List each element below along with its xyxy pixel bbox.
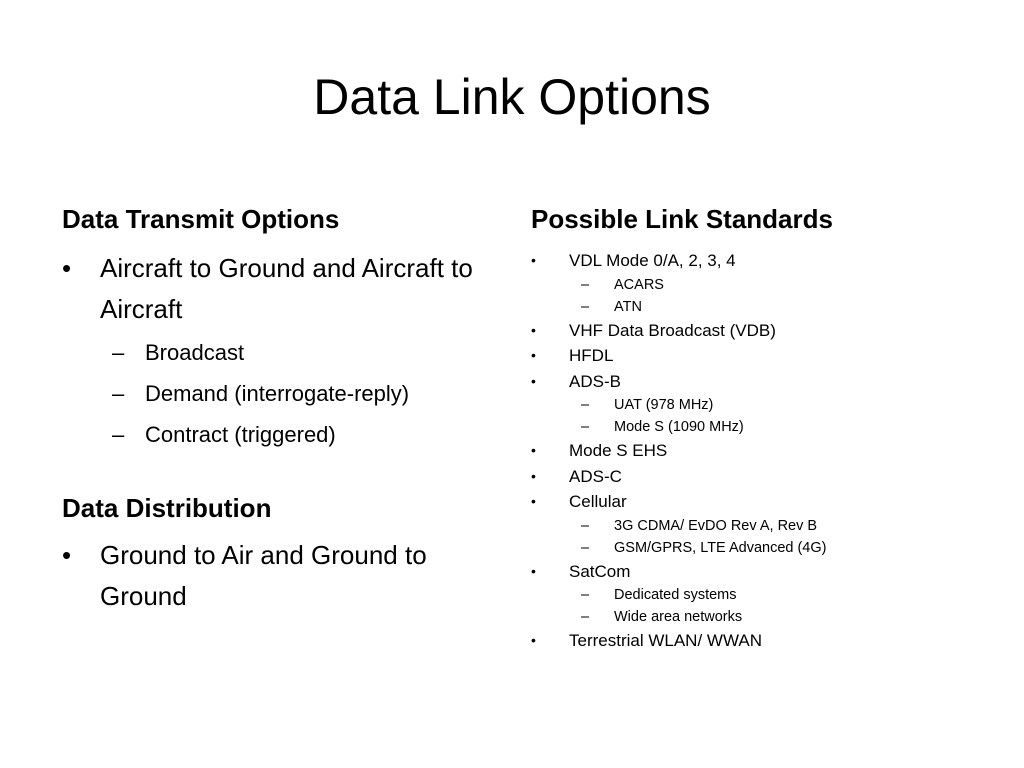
sublist-item: [569, 416, 971, 438]
list-item: [62, 248, 482, 455]
bullet-icon: •: [531, 252, 536, 268]
list-item: [531, 369, 971, 439]
transmit-options-heading: Data Transmit Options: [62, 204, 340, 234]
sublist-item-text: Mode S (1090 MHz): [614, 419, 744, 435]
sublist-item: [100, 414, 482, 455]
sublist-item-text: GSM/GPRS, LTE Advanced (4G): [614, 539, 827, 556]
sublist: [569, 515, 971, 559]
dash-icon: –: [581, 609, 590, 625]
transmit-options-sublist: [100, 332, 482, 455]
sublist-item-text: Dedicated systems: [614, 587, 737, 603]
list-item: [531, 489, 971, 559]
dash-icon: –: [581, 419, 590, 435]
list-item: [531, 318, 971, 344]
right-column: [531, 200, 971, 654]
bullet-icon: •: [531, 321, 536, 338]
list-item-text: Aircraft to Ground and Aircraft to Aircraft: [100, 253, 473, 324]
sublist-item: [569, 515, 971, 537]
list-item: [531, 343, 971, 369]
sublist-item-text: ACARS: [614, 276, 664, 293]
link-standards-list: [531, 248, 971, 654]
list-item-text: VHF Data Broadcast (VDB): [569, 320, 776, 340]
list-item: [531, 628, 971, 654]
list-item-text: VDL Mode 0/A, 2, 3, 4: [569, 251, 736, 270]
list-item: [531, 248, 971, 318]
list-item-text: ADS-B: [569, 371, 621, 391]
sublist-item-text: UAT (978 MHz): [614, 397, 714, 413]
sublist-item-text: Demand (interrogate-reply): [145, 381, 410, 406]
bullet-icon: •: [62, 540, 72, 570]
sublist-item: [100, 373, 482, 414]
sublist: [569, 274, 971, 318]
list-item: [531, 438, 971, 464]
sublist-item-text: 3G CDMA/ EvDO Rev A, Rev B: [614, 517, 818, 534]
sublist: [569, 584, 971, 628]
dash-icon: –: [581, 517, 590, 534]
dash-icon: –: [581, 276, 590, 293]
bullet-icon: •: [531, 442, 536, 458]
bullet-icon: •: [531, 562, 536, 579]
sublist-item: [569, 296, 971, 318]
list-item-text: ADS-C: [569, 466, 622, 486]
bullet-icon: •: [62, 253, 72, 283]
dash-icon: –: [581, 298, 590, 315]
sublist-item: [569, 584, 971, 606]
list-item-text: Mode S EHS: [569, 441, 668, 460]
dash-icon: –: [112, 422, 125, 447]
list-item: [62, 535, 482, 617]
data-distribution-heading: Data Distribution: [62, 493, 272, 523]
sublist-item-text: Broadcast: [145, 340, 245, 365]
list-item-text: HFDL: [569, 346, 614, 365]
sublist-item: [569, 537, 971, 559]
sublist-item-text: ATN: [614, 298, 642, 315]
sublist-item: [569, 606, 971, 628]
slide-title: Data Link Options: [313, 69, 711, 125]
list-item-text: SatCom: [569, 561, 631, 581]
list-item-text: Terrestrial WLAN/ WWAN: [569, 631, 762, 650]
sublist: [569, 394, 971, 438]
link-standards-heading: Possible Link Standards: [531, 204, 833, 234]
dash-icon: –: [581, 587, 590, 603]
dash-icon: –: [581, 539, 590, 556]
dash-icon: –: [112, 340, 125, 365]
list-item-text: Cellular: [569, 492, 627, 511]
data-distribution-list: [62, 535, 482, 617]
sublist-item-text: Contract (triggered): [145, 422, 336, 447]
sublist-item: [569, 394, 971, 416]
list-item: [531, 559, 971, 629]
list-item-text: Ground to Air and Ground to Ground: [100, 540, 427, 611]
sublist-item-text: Wide area networks: [614, 609, 743, 625]
sublist-item: [100, 332, 482, 373]
bullet-icon: •: [531, 467, 536, 484]
left-column: [62, 200, 482, 617]
bullet-icon: •: [531, 493, 536, 509]
bullet-icon: •: [531, 632, 536, 648]
dash-icon: –: [581, 397, 590, 413]
dash-icon: –: [112, 381, 125, 406]
transmit-options-list: [62, 248, 482, 455]
list-item: [531, 464, 971, 490]
bullet-icon: •: [531, 347, 536, 363]
sublist-item: [569, 274, 971, 296]
bullet-icon: •: [531, 372, 536, 389]
